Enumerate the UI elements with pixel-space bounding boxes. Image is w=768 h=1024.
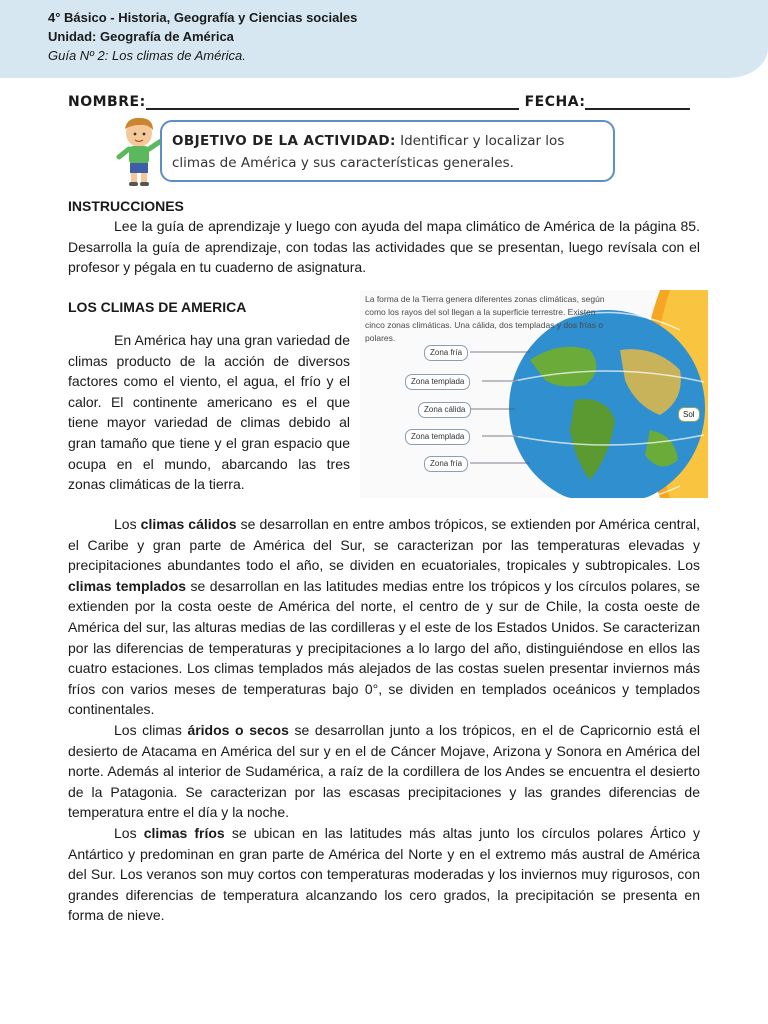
- sun-label: Sol: [678, 407, 700, 422]
- text-run: se desarrollan en las latitudes medias entre los trópicos y los círculos polares, se extienden por la costa oeste de América del norte, el centro de y sur de Chile, la costa oeste de América del sur, las alturas medias de las cordilleras y el este de los Estados Unidos. Se caracterizan por las diferencias de temperaturas y precipitaciones a lo largo del año, distinguiéndose en ellos las cuatro estaciones. Los climas templados más alejados de las costas suelen presentar inviernos más fríos con varios meses de temperaturas bajo 0°, se dividen en templados oceánicos y templados continentales.: [68, 577, 700, 718]
- keyword-climas-calidos: climas cálidos: [140, 516, 237, 532]
- instructions-text: Lee la guía de aprendizaje y luego con ayuda del mapa climático de América de la página 85. Desarrolla la guía de aprendizaje, con todas las actividades que se presentan, luego revísala con el profesor y pégala en tu cuaderno de asignatura.: [68, 218, 700, 276]
- keyword-climas-frios: climas fríos: [143, 825, 225, 841]
- date-label: FECHA:: [524, 94, 586, 110]
- arid-climates-paragraph: [68, 720, 700, 823]
- zone-label-temperate-south: Zona templada: [405, 429, 470, 445]
- unit-title: Unidad: Geografía de América: [48, 29, 234, 44]
- text-run: se desarrollan en entre ambos trópicos, se extienden por América central, el Caribe y gran parte de América del Sur, se caracterizan por las temperaturas elevadas y precipitaciones abundantes todo el año, se dividen en ecuatoriales, tropicales y subtropicales. Los: [68, 516, 701, 574]
- name-field[interactable]: [146, 92, 519, 110]
- course-title: 4° Básico - Historia, Geografía y Ciencias sociales: [48, 10, 358, 25]
- keyword-aridos-secos: áridos o secos: [187, 722, 289, 738]
- instructions-title: INSTRUCCIONES: [68, 198, 184, 214]
- warm-climates-paragraph: [68, 514, 700, 720]
- name-label: NOMBRE:: [68, 94, 146, 110]
- text-run: Los climas: [114, 722, 188, 738]
- figure-caption: La forma de la Tierra genera diferentes zonas climáticas, según como los rayos del sol llegan a la superficie terrestre. Existen cinco zonas climáticas. Una cálida, dos templadas y dos frías o polares.: [365, 294, 605, 343]
- cold-climates-paragraph: [68, 823, 700, 926]
- text-run: Los: [114, 516, 141, 532]
- climate-zones-figure: [360, 290, 708, 498]
- date-field[interactable]: [585, 92, 690, 110]
- text-run: se desarrollan junto a los trópicos, en el de Capricornio está el desierto de Atacama en América del sur y en el de Cáncer Mojave, Arizona y Sonora en América del norte. Además al interior de Sudamérica, a raíz de la cordillera de los Andes se encuentra el desierto de la Patagonia. Se caracterizan por las escasas precipitaciones y las grandes diferencias de temperatura entre el día y la noche.: [68, 722, 700, 821]
- header: [48, 8, 357, 65]
- section-title: LOS CLIMAS DE AMERICA: [68, 299, 247, 315]
- zone-label-cold-south: Zona fría: [424, 456, 468, 472]
- objective-text: Identificar y localizar los climas de América y sus características generales.: [172, 133, 565, 171]
- name-date-row: [68, 92, 690, 110]
- intro-paragraph: En América hay una gran variedad de climas producto de la acción de diversos factores como el viento, el agua, el frío y el calor. El continente americano es el que tiene mayor variedad de climas debido al gran tamaño que tiene y el gran espacio que ocupa en el mundo, abarcando las tres zonas climáticas de la tierra.: [68, 332, 350, 493]
- objective-label: OBJETIVO DE LA ACTIVIDAD:: [172, 133, 396, 149]
- zone-label-warm: Zona cálida: [418, 402, 471, 418]
- zone-label-cold-north: Zona fría: [424, 345, 468, 361]
- text-run: se ubican en las latitudes más altas junto los círculos polares Ártico y Antártico y predominan en gran parte de América del Norte y en el extremo más austral de América del Sur. Los veranos son muy cortos con temperaturas moderadas y los inviernos muy rigurosos, con grandes diferencias de temperatura alcanzando los cero grados, la precipitación se presenta en forma de nieve.: [68, 825, 700, 924]
- text-run: Los: [114, 825, 144, 841]
- keyword-climas-templados: climas templados: [68, 577, 187, 594]
- objective-box: [160, 120, 615, 182]
- zone-label-temperate-north: Zona templada: [405, 374, 470, 390]
- guide-title: Guía Nº 2: Los climas de América.: [48, 48, 246, 63]
